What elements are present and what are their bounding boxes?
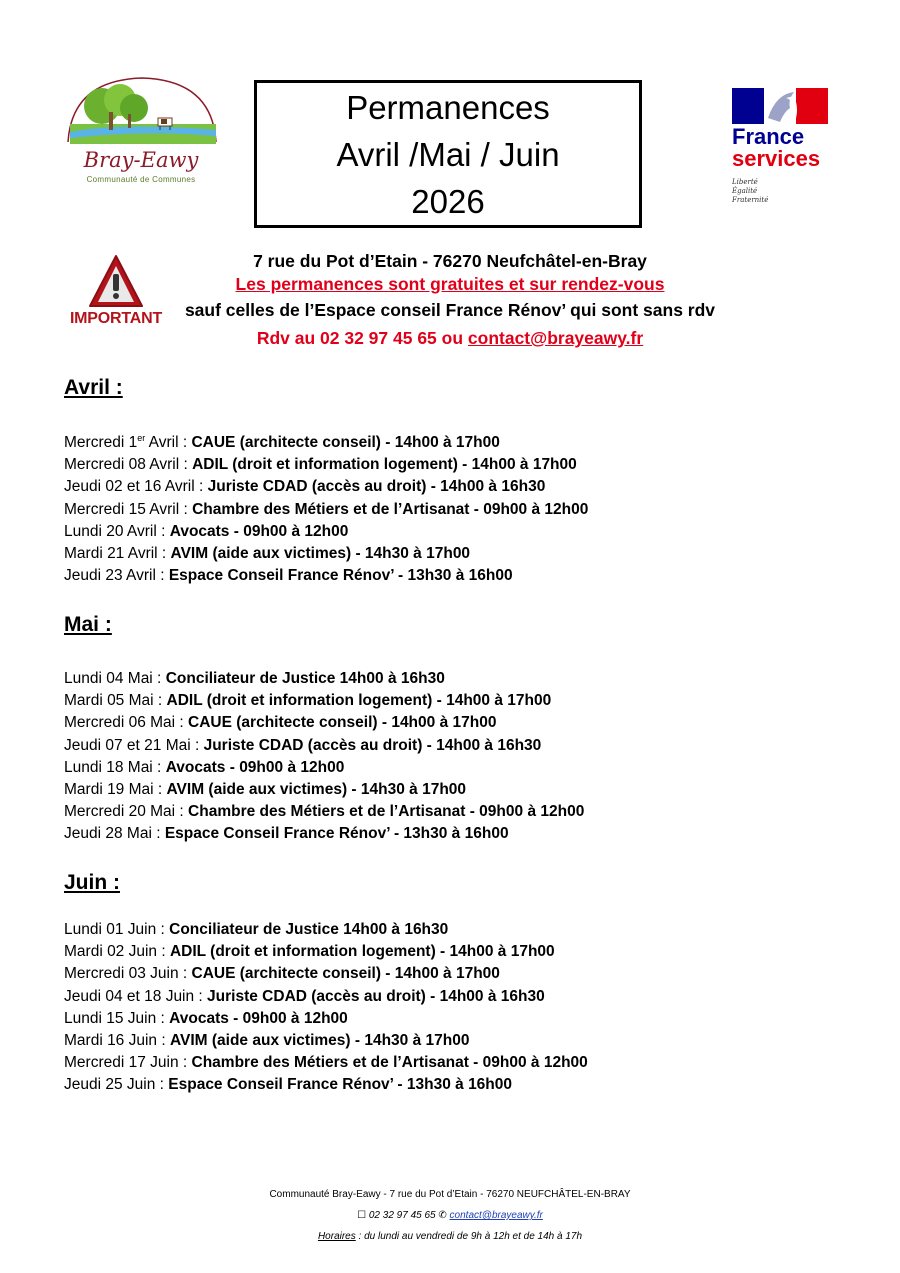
entry-detail: ADIL (droit et information logement) - 14h00 à 17h00 — [192, 456, 577, 474]
april-schedule — [64, 432, 824, 587]
entry-detail: CAUE (architecte conseil) - 14h00 à 17h00 — [191, 965, 500, 983]
motto-fraternite: Fraternité — [732, 196, 769, 204]
month-title-april: Avril : — [64, 376, 123, 399]
list-item — [64, 919, 824, 941]
list-item — [64, 521, 824, 543]
list-item — [64, 712, 824, 734]
list-item — [64, 823, 824, 845]
entry-detail: Avocats - 09h00 à 12h00 — [169, 522, 349, 540]
footer-hours — [0, 1230, 900, 1251]
entry-detail: Juriste CDAD (accès au droit) - 14h00 à 16h30 — [207, 987, 545, 1005]
list-item — [64, 476, 824, 498]
motto-liberte: Liberté — [732, 178, 758, 186]
appointment-contact — [0, 328, 900, 349]
may-schedule — [64, 668, 824, 846]
list-item — [64, 757, 824, 779]
entry-detail: Chambre des Métiers et de l’Artisanat - 09h00 à 12h00 — [192, 500, 589, 518]
list-item — [64, 735, 824, 757]
entry-day: Mercredi 03 Juin : — [64, 965, 192, 983]
list-item — [64, 986, 824, 1008]
footer-phone: 02 32 97 45 65 — [368, 1210, 436, 1221]
france-services-line-1: France — [732, 124, 805, 149]
entry-detail: AVIM (aide aux victimes) - 14h30 à 17h00 — [169, 1031, 470, 1049]
footer-contact — [0, 1209, 900, 1230]
title-line-3: 2026 — [411, 182, 485, 220]
entry-detail: Espace Conseil France Rénov’ - 13h30 à 16h00 — [168, 567, 513, 585]
list-item — [64, 1074, 824, 1096]
june-schedule — [64, 919, 824, 1097]
title-line-2: Avril /Mai / Juin — [336, 135, 560, 173]
entry-detail: ADIL (droit et information logement) - 14h00 à 17h00 — [169, 943, 555, 961]
entry-day: Jeudi 07 et 21 Mai : — [64, 736, 204, 754]
entry-detail: Juriste CDAD (accès au droit) - 14h00 à 16h30 — [203, 736, 542, 754]
entry-day: Mardi 19 Mai : — [64, 780, 167, 798]
entry-detail: Chambre des Métiers et de l’Artisanat - 09h00 à 12h00 — [191, 1054, 588, 1072]
entry-day: Mercredi 20 Mai : — [64, 803, 189, 821]
free-appointment-note — [0, 274, 900, 295]
list-item — [64, 1030, 824, 1052]
entry-detail: Conciliateur de Justice 14h00 à 16h30 — [169, 921, 449, 938]
phone-icon: ☐ — [357, 1210, 367, 1221]
bray-eawy-logo — [62, 72, 220, 192]
contact-email-link[interactable]: contact@brayeawy.fr — [467, 328, 644, 348]
list-item — [64, 690, 824, 712]
entry-day: Mercredi 06 Mai : — [64, 714, 189, 732]
entry-day: Lundi 01 Juin : — [64, 921, 170, 938]
list-item — [64, 1008, 824, 1030]
entry-detail: Espace Conseil France Rénov’ - 13h30 à 16h00 — [164, 825, 509, 843]
entry-day: Lundi 04 Mai : — [64, 670, 166, 687]
entry-day: Mardi 02 Juin : — [64, 943, 170, 961]
entry-day: Lundi 18 Mai : — [64, 758, 166, 776]
marianne-flag-icon — [732, 88, 828, 124]
entry-detail: AVIM (aide aux victimes) - 14h30 à 17h00 — [170, 544, 471, 562]
france-services-line-2: services — [732, 146, 821, 171]
entry-detail: Chambre des Métiers et de l’Artisanat - 09h00 à 12h00 — [188, 803, 585, 821]
entry-day: Mardi 05 Mai : — [64, 692, 167, 710]
logo-left-name: Bray-Eawy — [83, 148, 199, 172]
entry-day: Jeudi 25 Juin : — [64, 1076, 169, 1094]
list-item — [64, 963, 824, 985]
exception-note: sauf celles de l’Espace conseil France Rénov’ qui sont sans rdv — [184, 300, 716, 320]
month-title-june: Juin : — [64, 871, 120, 894]
month-title-may: Mai : — [64, 613, 112, 636]
logo-left-subtitle: Communauté de Communes — [86, 175, 196, 184]
motto-egalite: Égalité — [732, 187, 758, 195]
list-item — [64, 668, 824, 690]
entry-day: Mardi 21 Avril : — [64, 544, 171, 562]
footer-email-link[interactable]: contact@brayeawy.fr — [449, 1210, 543, 1221]
list-item — [64, 801, 824, 823]
list-item — [64, 543, 824, 565]
entry-day: Mercredi 15 Avril : — [64, 500, 193, 518]
entry-day: Mercredi 17 Juin : — [64, 1054, 192, 1072]
list-item — [64, 941, 824, 963]
appointment-phone: Rdv au 02 32 97 45 65 ou — [256, 328, 468, 348]
entry-day: Jeudi 04 et 18 Juin : — [64, 987, 208, 1005]
footer-hours-label: Horaires — [317, 1231, 356, 1242]
important-label: IMPORTANT — [69, 310, 163, 327]
page-footer — [0, 1188, 900, 1251]
entry-detail: Avocats - 09h00 à 12h00 — [165, 758, 345, 776]
list-item — [64, 499, 824, 521]
address: 7 rue du Pot d’Etain - 76270 Neufchâtel-en-Bray — [253, 251, 647, 271]
entry-day: Jeudi 02 et 16 Avril : — [64, 478, 208, 496]
entry-detail: Conciliateur de Justice 14h00 à 16h30 — [165, 670, 445, 687]
entry-day: Lundi 15 Juin : — [64, 1009, 170, 1027]
list-item — [64, 565, 824, 587]
entry-detail: Espace Conseil France Rénov’ - 13h30 à 16h00 — [168, 1076, 513, 1094]
entry-day-suffix: Avril : — [145, 434, 192, 451]
footer-org: Communauté Bray-Eawy - 7 rue du Pot d’Etain - 76270 NEUFCHÂTEL-EN-BRAY — [269, 1189, 631, 1200]
entry-day: Mercredi 08 Avril : — [64, 456, 193, 474]
entry-day: Lundi 20 Avril : — [64, 522, 170, 540]
entry-detail: AVIM (aide aux victimes) - 14h30 à 17h00 — [166, 780, 467, 798]
free-appointment-text: Les permanences sont gratuites et sur rendez-vous — [235, 274, 665, 294]
france-services-logo — [730, 86, 840, 211]
republic-motto — [732, 178, 768, 205]
footer-hours-text: : du lundi au vendredi de 9h à 12h et de 14h à 17h — [355, 1231, 583, 1242]
email-icon: ✆ — [438, 1210, 447, 1221]
entry-day: Mardi 16 Juin : — [64, 1031, 170, 1049]
list-item — [64, 432, 824, 454]
title-line-1: Permanences — [346, 88, 550, 126]
list-item — [64, 1052, 824, 1074]
entry-day: Mercredi 1 — [64, 434, 138, 451]
list-item — [64, 779, 824, 801]
list-item — [64, 454, 824, 476]
page-title — [254, 80, 642, 228]
entry-day: Jeudi 28 Mai : — [64, 825, 165, 843]
entry-detail: CAUE (architecte conseil) - 14h00 à 17h00 — [188, 714, 497, 732]
entry-detail: ADIL (droit et information logement) - 14h00 à 17h00 — [166, 692, 552, 710]
entry-detail: Juriste CDAD (accès au droit) - 14h00 à 16h30 — [207, 478, 546, 496]
entry-day-sup: er — [137, 432, 146, 443]
landscape-icon — [62, 72, 220, 192]
entry-detail: Avocats - 09h00 à 12h00 — [169, 1009, 348, 1027]
entry-detail: CAUE (architecte conseil) - 14h00 à 17h00 — [191, 434, 500, 451]
entry-day: Jeudi 23 Avril : — [64, 567, 169, 585]
